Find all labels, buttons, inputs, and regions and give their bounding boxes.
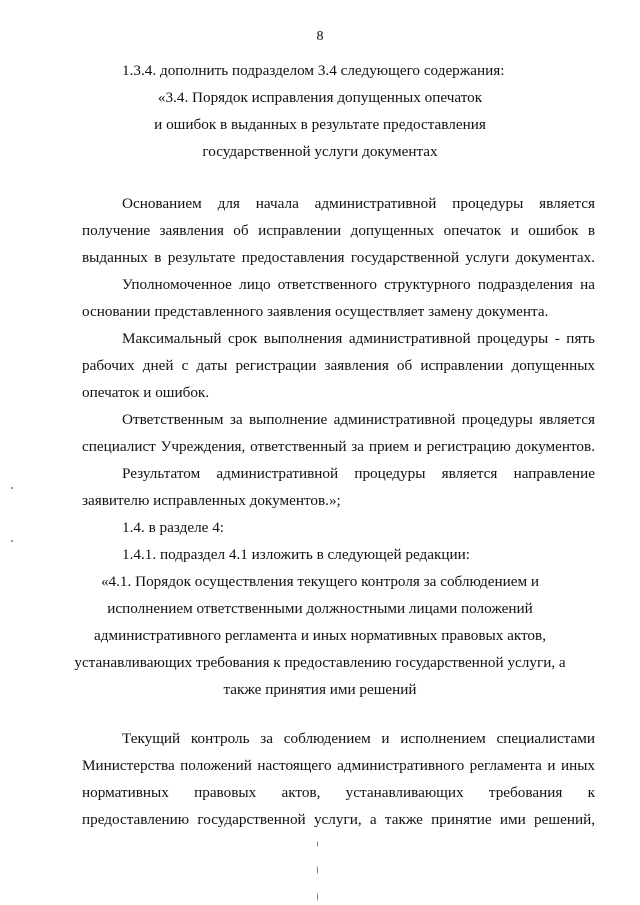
paragraph-deadline-line-1: Максимальный срок выполнения административной процедуры - пять [122, 330, 595, 347]
section-4-1-title-line-5: также принятия ими решений [223, 681, 417, 698]
paragraph-responsible-line-2: специалист Учреждения, ответственный за прием и регистрацию документов. [82, 438, 595, 455]
paragraph-responsible-line-1: Ответственным за выполнение административной процедуры является [122, 411, 595, 428]
paragraph-control-line-1: Текущий контроль за соблюдением и исполнением специалистами [122, 730, 595, 747]
scan-speck [11, 487, 13, 489]
paragraph-basis-line-3: выданных в результате предоставления государственной услуги документах. [82, 249, 595, 266]
section-3-4-title-line-2: и ошибок в выданных в результате предоставления [154, 116, 486, 133]
section-4-1-title-line-4: устанавливающих требования к предоставлению государственной услуги, а [74, 654, 566, 671]
paragraph-control-line-4: предоставлению государственной услуги, а также принятие ими решений, [82, 811, 595, 828]
section-4-1-title-line-3: административного регламента и иных нормативных правовых актов, [94, 627, 546, 644]
paragraph-basis-line-2: получение заявления об исправлении допущенных опечаток и ошибок в [82, 222, 595, 239]
scan-speck [11, 540, 13, 542]
paragraph-authorized-line-2: основании представленного заявления осуществляет замену документа. [82, 303, 549, 320]
item-1-3-4: 1.3.4. дополнить подразделом 3.4 следующего содержания: [122, 62, 505, 79]
scan-speck [317, 841, 318, 847]
scan-speck [317, 893, 318, 901]
page-number: 8 [316, 29, 324, 44]
paragraph-deadline-line-3: опечаток и ошибок. [82, 384, 210, 401]
item-1-4: 1.4. в разделе 4: [122, 519, 225, 536]
paragraph-basis-line-1: Основанием для начала административной процедуры является [122, 195, 595, 212]
section-3-4-title-line-1: «3.4. Порядок исправления допущенных опечаток [157, 89, 483, 106]
paragraph-control-line-2: Министерства положений настоящего административного регламента и иных [82, 757, 595, 774]
paragraph-result-line-1: Результатом административной процедуры является направление [122, 465, 595, 482]
section-3-4-title-line-3: государственной услуги документах [202, 143, 438, 160]
paragraph-result-line-2: заявителю исправленных документов.»; [82, 492, 341, 509]
section-4-1-title-line-2: исполнением ответственными должностными лицами положений [107, 600, 533, 617]
paragraph-control-line-3: нормативных правовых актов, устанавливающих требования к [82, 784, 595, 801]
item-1-4-1: 1.4.1. подраздел 4.1 изложить в следующей редакции: [122, 546, 471, 563]
paragraph-deadline-line-2: рабочих дней с даты регистрации заявления об исправлении допущенных [82, 357, 595, 374]
section-4-1-title-line-1: «4.1. Порядок осуществления текущего контроля за соблюдением и [100, 573, 540, 590]
scan-speck [317, 866, 318, 874]
paragraph-authorized-line-1: Уполномоченное лицо ответственного структурного подразделения на [122, 276, 595, 293]
